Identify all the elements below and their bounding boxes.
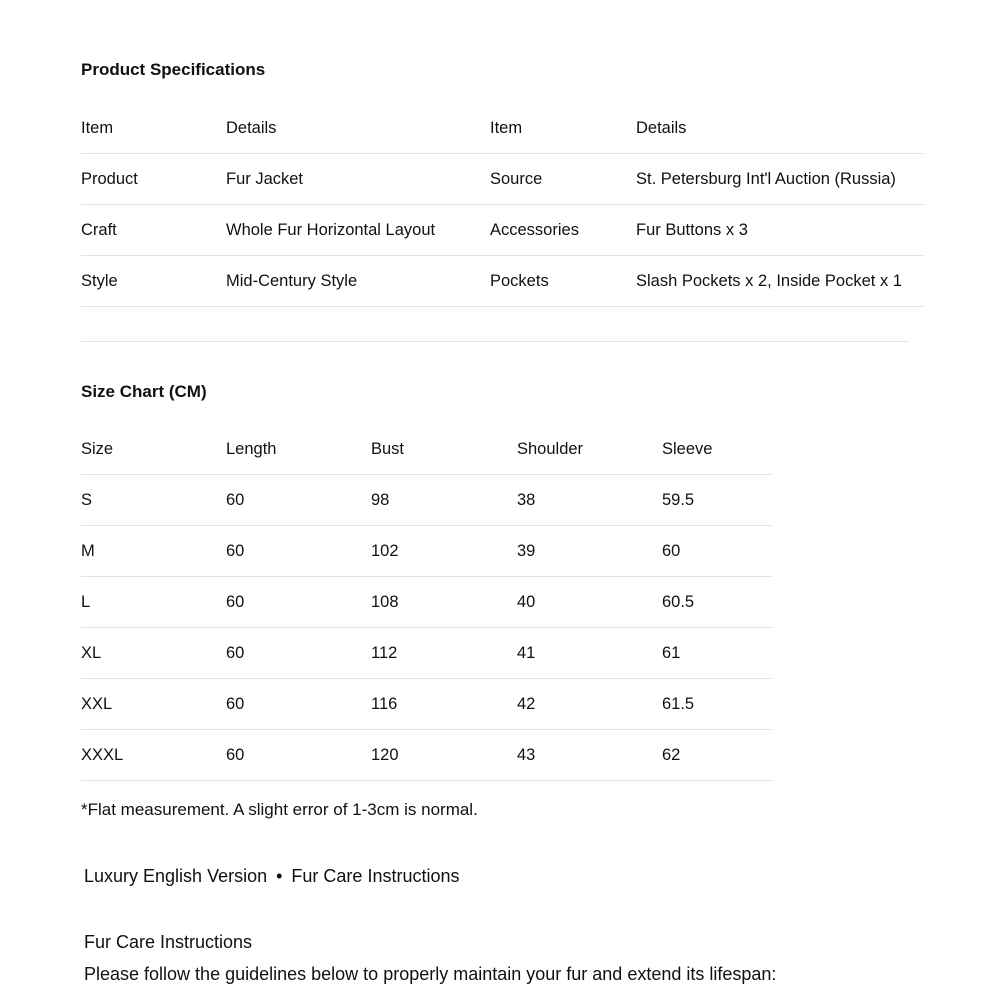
specs-header-row xyxy=(81,103,924,154)
size-header-size: Size xyxy=(81,439,114,458)
size-chart-title: Size Chart (CM) xyxy=(81,382,207,401)
size-cell: 60 xyxy=(226,679,371,730)
size-row xyxy=(81,730,772,781)
fur-care-link[interactable]: Fur Care Instructions xyxy=(291,866,460,886)
spec-value: Mid-Century Style xyxy=(226,256,490,307)
size-row xyxy=(81,526,772,577)
size-cell: 60 xyxy=(226,577,371,628)
section-divider xyxy=(81,341,909,342)
size-header-shoulder: Shoulder xyxy=(517,439,584,458)
care-intro: Please follow the guidelines below to properly maintain your fur and extend its lifespan: xyxy=(84,964,777,984)
size-row xyxy=(81,577,772,628)
size-cell: 41 xyxy=(517,628,662,679)
size-cell: 120 xyxy=(371,730,517,781)
spec-label: Product xyxy=(81,154,226,205)
size-cell: 60 xyxy=(226,526,371,577)
size-header-row xyxy=(81,424,772,475)
size-cell: XL xyxy=(81,628,226,679)
size-cell: 62 xyxy=(662,730,772,781)
size-cell: 116 xyxy=(371,679,517,730)
size-cell: 59.5 xyxy=(662,475,772,526)
size-chart-table xyxy=(81,424,772,781)
spec-label: Accessories xyxy=(490,205,636,256)
size-cell: 61 xyxy=(662,628,772,679)
size-cell: 60 xyxy=(226,628,371,679)
specs-title: Product Specifications xyxy=(81,60,266,79)
spec-value: Whole Fur Horizontal Layout xyxy=(226,205,490,256)
size-cell: 42 xyxy=(517,679,662,730)
size-cell: 38 xyxy=(517,475,662,526)
spec-label: Source xyxy=(490,154,636,205)
size-cell: 60 xyxy=(662,526,772,577)
size-cell: XXL xyxy=(81,679,226,730)
size-row xyxy=(81,679,772,730)
size-cell: 112 xyxy=(371,628,517,679)
spec-label: Pockets xyxy=(490,256,636,307)
section-links xyxy=(84,866,459,887)
spec-value: St. Petersburg Int'l Auction (Russia) xyxy=(636,154,924,205)
spec-value: Fur Buttons x 3 xyxy=(636,205,924,256)
specs-row xyxy=(81,205,924,256)
size-cell: 39 xyxy=(517,526,662,577)
measurement-note: *Flat measurement. A slight error of 1-3cm is normal. xyxy=(81,800,478,819)
specs-row xyxy=(81,256,924,307)
size-cell: XXXL xyxy=(81,730,226,781)
spec-value: Fur Jacket xyxy=(226,154,490,205)
size-cell: 60 xyxy=(226,730,371,781)
luxury-version-link[interactable]: Luxury English Version xyxy=(84,866,268,886)
size-cell: L xyxy=(81,577,226,628)
size-cell: M xyxy=(81,526,226,577)
size-cell: 60.5 xyxy=(662,577,772,628)
size-header-bust: Bust xyxy=(371,439,405,458)
specs-header-item-2: Item xyxy=(490,118,523,137)
specs-table xyxy=(81,103,924,307)
size-header-length: Length xyxy=(226,439,277,458)
specs-header-details-2: Details xyxy=(636,118,687,137)
spec-label: Craft xyxy=(81,205,226,256)
size-row xyxy=(81,628,772,679)
link-separator: • xyxy=(276,866,283,886)
size-cell: 60 xyxy=(226,475,371,526)
specs-header-item: Item xyxy=(81,118,114,137)
specs-row xyxy=(81,154,924,205)
specs-header-details: Details xyxy=(226,118,277,137)
size-cell: 43 xyxy=(517,730,662,781)
size-cell: 61.5 xyxy=(662,679,772,730)
size-cell: 40 xyxy=(517,577,662,628)
size-row xyxy=(81,475,772,526)
size-header-sleeve: Sleeve xyxy=(662,439,713,458)
size-cell: 108 xyxy=(371,577,517,628)
care-title: Fur Care Instructions xyxy=(84,932,253,952)
size-cell: S xyxy=(81,475,226,526)
size-cell: 98 xyxy=(371,475,517,526)
size-cell: 102 xyxy=(371,526,517,577)
spec-label: Style xyxy=(81,256,226,307)
spec-value: Slash Pockets x 2, Inside Pocket x 1 xyxy=(636,256,924,307)
